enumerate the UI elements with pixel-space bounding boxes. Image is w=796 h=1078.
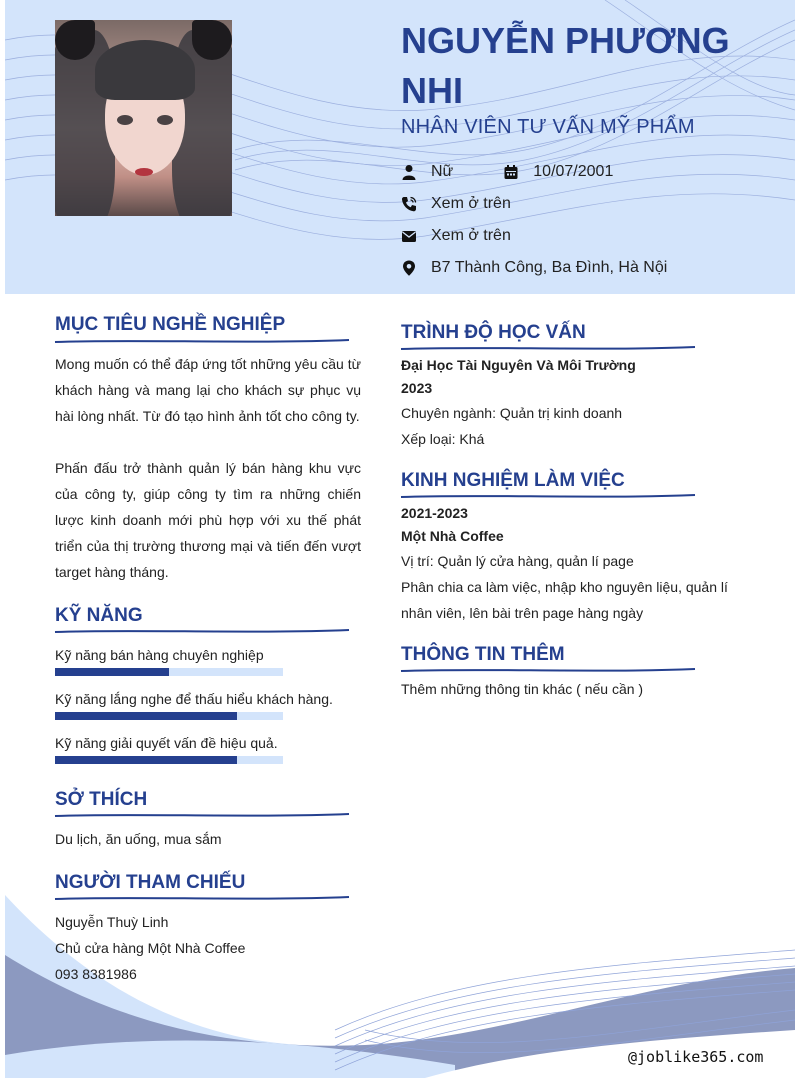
experience-underline xyxy=(399,491,699,501)
extra-info-underline xyxy=(399,665,699,675)
reference-phone: 093 8381986 xyxy=(55,966,137,982)
experience-company: Một Nhà Coffee xyxy=(401,528,504,544)
education-major: Chuyên ngành: Quản trị kinh doanh xyxy=(401,405,623,421)
calendar-icon xyxy=(503,164,519,180)
gender-birthdate-row xyxy=(401,160,613,184)
user-icon xyxy=(401,164,417,180)
skill-2-bar xyxy=(55,712,283,720)
education-title: TRÌNH ĐỘ HỌC VẤN xyxy=(401,322,586,343)
job-title: NHÂN VIÊN TƯ VẤN MỸ PHẨM xyxy=(401,116,695,138)
education-underline xyxy=(399,343,699,353)
extra-info-title: THÔNG TIN THÊM xyxy=(401,644,565,665)
resume-page xyxy=(5,0,795,1078)
address-value: B7 Thành Công, Ba Đình, Hà Nội xyxy=(431,259,668,276)
education-rank: Xếp loại: Khá xyxy=(401,431,485,447)
skills-title: KỸ NĂNG xyxy=(55,605,143,626)
skill-3-label: Kỹ năng giải quyết vấn đề hiệu quả. xyxy=(55,735,278,751)
map-pin-icon xyxy=(401,260,417,276)
candidate-name: NGUYỄN PHƯƠNG NHI xyxy=(401,20,730,111)
header xyxy=(5,0,795,294)
objective-paragraph-1: Mong muốn có thể đáp ứng tốt những yêu cầu từ khách hàng và mang lại cho khách sự phục vụ hài lòng nhất. Từ đó tạo hình ảnh tốt cho công ty. xyxy=(55,356,361,424)
phone-value: Xem ở trên xyxy=(431,195,511,212)
objective-title: MỤC TIÊU NGHỀ NGHIỆP xyxy=(55,314,286,335)
email-value: Xem ở trên xyxy=(431,227,511,244)
hobbies-text: Du lịch, ăn uống, mua sắm xyxy=(55,831,222,847)
skill-1-fill xyxy=(55,668,169,676)
reference-name: Nguyễn Thuỳ Linh xyxy=(55,914,169,930)
reference-position: Chủ cửa hàng Một Nhà Coffee xyxy=(55,940,246,956)
skill-3-bar xyxy=(55,756,283,764)
references-underline xyxy=(53,893,353,903)
profile-photo xyxy=(55,20,232,216)
experience-period: 2021-2023 xyxy=(401,505,468,521)
skill-2-fill xyxy=(55,712,237,720)
experience-title: KINH NGHIỆM LÀM VIỆC xyxy=(401,470,625,491)
skills-underline xyxy=(53,626,353,636)
extra-info-text: Thêm những thông tin khác ( nếu cần ) xyxy=(401,681,644,697)
education-year: 2023 xyxy=(401,380,433,396)
skill-1-bar xyxy=(55,668,283,676)
birthdate-value: 10/07/2001 xyxy=(533,163,614,180)
phone-row xyxy=(401,192,511,216)
gender-value: Nữ xyxy=(431,163,454,180)
hobbies-underline xyxy=(53,810,353,820)
education-school: Đại Học Tài Nguyên Và Môi Trường xyxy=(401,357,636,373)
experience-role: Vị trí: Quản lý cửa hàng, quản lí page xyxy=(401,553,634,569)
envelope-icon xyxy=(401,228,417,244)
skill-1-label: Kỹ năng bán hàng chuyên nghiệp xyxy=(55,647,264,663)
objective-underline xyxy=(53,336,353,346)
objective-paragraph-2: Phấn đấu trở thành quản lý bán hàng khu vực của công ty, giúp công ty tìm ra những chiến lược kinh doanh mới phù hợp với xu thế phát triển của thị trường thương mại và tiến đến vượt target hàng tháng. xyxy=(55,460,361,580)
skill-3-fill xyxy=(55,756,237,764)
references-title: NGƯỜI THAM CHIẾU xyxy=(55,872,246,893)
watermark: @joblike365.com xyxy=(628,1048,764,1066)
hobbies-title: SỞ THÍCH xyxy=(55,789,148,810)
email-row xyxy=(401,224,511,248)
experience-description: Phân chia ca làm việc, nhập kho nguyên liệu, quản lí nhân viên, lên bài trên page hàng ngày xyxy=(401,579,728,621)
skill-2-label: Kỹ năng lắng nghe để thấu hiểu khách hàng. xyxy=(55,691,333,707)
address-row xyxy=(401,256,667,280)
phone-icon xyxy=(401,196,417,212)
